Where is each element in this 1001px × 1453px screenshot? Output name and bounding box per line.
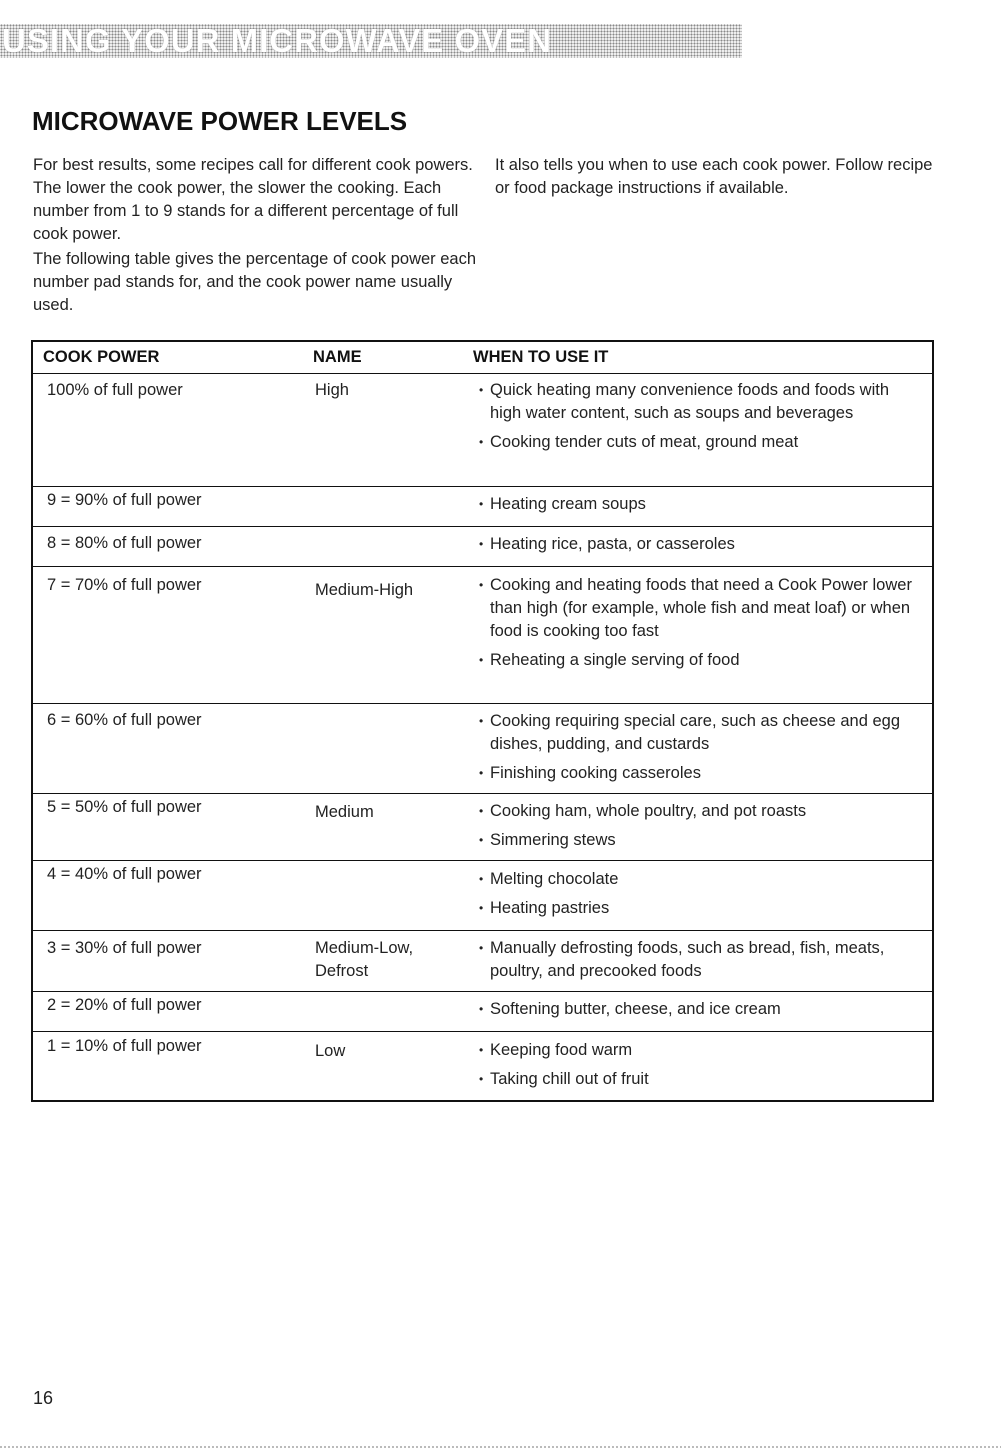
cell-name <box>313 992 473 1031</box>
cell-cook-power: 1 = 10% of full power <box>47 1037 202 1055</box>
cell-cook-power: 3 = 30% of full power <box>47 939 202 957</box>
cell-name <box>313 487 473 526</box>
cell-uses <box>473 794 932 860</box>
cell-name <box>313 861 473 930</box>
cell-uses <box>473 861 932 930</box>
cell-uses <box>473 992 932 1031</box>
table-row <box>33 567 932 704</box>
cell-cook-power: 4 = 40% of full power <box>47 865 202 883</box>
cell-cook-power: 2 = 20% of full power <box>47 996 202 1014</box>
page-title: MICROWAVE POWER LEVELS <box>32 106 408 136</box>
bottom-rule <box>0 1446 1001 1448</box>
cell-uses <box>473 931 932 991</box>
table-header <box>33 342 932 374</box>
cell-name <box>313 704 473 793</box>
cell-name-text: Medium-Low, Defrost <box>315 939 414 980</box>
cell-uses <box>473 704 932 793</box>
table-row <box>33 527 932 567</box>
use-item: • Heating rice, pasta, or casseroles <box>479 533 912 556</box>
cell-uses <box>473 527 932 566</box>
page-number: 16 <box>33 1388 54 1408</box>
use-item: • Cooking ham, whole poultry, and pot roasts <box>479 800 912 823</box>
cell-name: Medium-High <box>315 581 414 599</box>
use-item: • Cooking and heating foods that need a Cook Power lower than high (for example, whole fish and meat loaf) or when food is cooking too fast <box>479 574 912 643</box>
use-item: • Keeping food warm <box>479 1039 912 1062</box>
cell-cook-power: 7 = 70% of full power <box>47 576 202 594</box>
use-item: • Simmering stews <box>479 829 912 852</box>
cell-name <box>313 527 473 566</box>
use-item: • Melting chocolate <box>479 868 912 891</box>
cell-uses <box>473 374 932 486</box>
intro-right-column <box>495 154 945 202</box>
table-row <box>33 931 932 992</box>
cell-cook-power: 6 = 60% of full power <box>47 711 202 729</box>
cell-cook-power: 5 = 50% of full power <box>47 798 202 816</box>
use-item: • Taking chill out of fruit <box>479 1068 912 1091</box>
cell-name: Medium <box>315 803 374 821</box>
cell-uses <box>473 487 932 526</box>
cell-name <box>313 931 473 991</box>
header-cook-power: COOK POWER <box>43 348 160 366</box>
cell-cook-power: 8 = 80% of full power <box>47 534 202 552</box>
table-row <box>33 794 932 861</box>
use-item: • Finishing cooking casseroles <box>479 762 912 785</box>
intro-paragraph-2: The following table gives the percentage of cook power each number pad stands for, and the cook power name usually used. <box>33 250 477 314</box>
cell-name: High <box>315 381 349 399</box>
section-banner <box>0 24 742 58</box>
use-item: • Heating pastries <box>479 897 912 920</box>
use-item: • Cooking tender cuts of meat, ground meat <box>479 431 912 454</box>
use-item: • Quick heating many convenience foods and foods with high water content, such as soups and beverages <box>479 379 912 425</box>
banner-text: USING YOUR MICROWAVE OVEN <box>2 24 553 58</box>
use-item: • Heating cream soups <box>479 493 912 516</box>
intro-paragraph-3: It also tells you when to use each cook power. Follow recipe or food package instructions if available. <box>495 156 933 197</box>
table-row <box>33 704 932 794</box>
intro-left-column <box>33 154 478 319</box>
use-item: • Manually defrosting foods, such as bread, fish, meats, poultry, and precooked foods <box>479 937 912 983</box>
table-row <box>33 992 932 1032</box>
use-item: • Reheating a single serving of food <box>479 649 912 672</box>
table-row <box>33 861 932 931</box>
cell-name: Low <box>315 1042 346 1060</box>
intro-paragraph-1: For best results, some recipes call for different cook powers. The lower the cook power, the slower the cooking. Each number from 1 to 9 stands for a different percentage of full cook power. <box>33 156 473 243</box>
use-item: • Cooking requiring special care, such as cheese and egg dishes, pudding, and custards <box>479 710 912 756</box>
header-name: NAME <box>313 348 362 366</box>
cell-cook-power: 100% of full power <box>47 381 183 399</box>
table-row <box>33 487 932 527</box>
cell-uses <box>473 1032 932 1100</box>
use-item: • Softening butter, cheese, and ice cream <box>479 998 912 1021</box>
table-row <box>33 374 932 487</box>
cell-cook-power: 9 = 90% of full power <box>47 491 202 509</box>
cell-uses <box>473 567 932 703</box>
header-when-to-use: WHEN TO USE IT <box>473 348 609 366</box>
table-row <box>33 1032 932 1100</box>
power-levels-table <box>31 340 934 1102</box>
